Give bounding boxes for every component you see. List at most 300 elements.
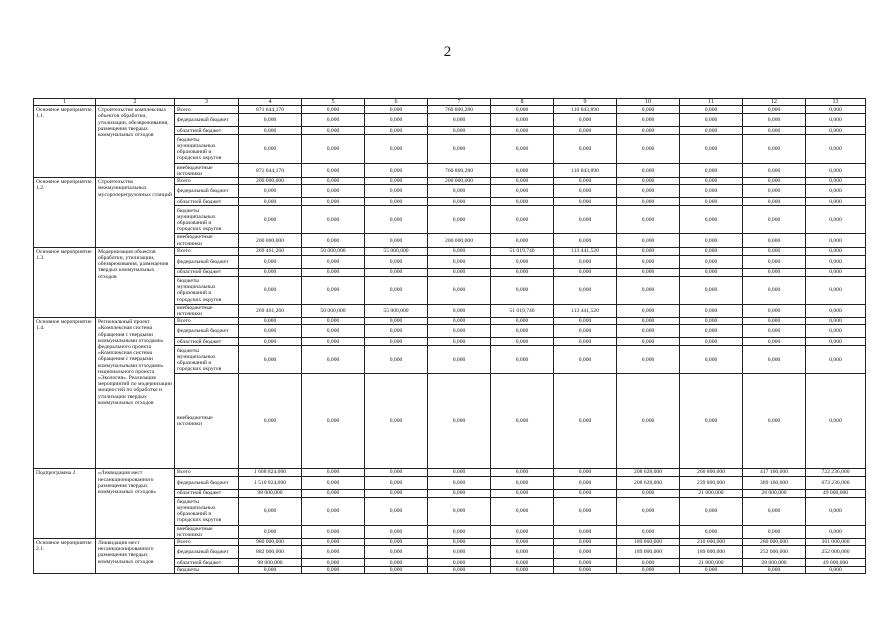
amount-cell: 98 000,000: [239, 489, 302, 497]
amount-cell: 0,000: [617, 114, 680, 127]
amount-cell: 0,000: [491, 489, 554, 497]
amount-cell: 0,000: [239, 268, 302, 276]
amount-cell: 0,000: [302, 255, 365, 268]
amount-cell: 0,000: [428, 338, 491, 346]
amount-cell: 0,000: [365, 276, 428, 304]
amount-cell: 0,000: [428, 304, 491, 317]
table-body: [34, 99, 866, 574]
amount-cell: 189 000,000: [617, 546, 680, 559]
amount-cell: 0,000: [554, 135, 617, 164]
item-name: Региональный проект «Комплексная система обращения с твердыми коммунальными отходами» федерального проекта «Комплексная система обращения с твердыми коммунальными отходами» национального проекта «Экология». Реализация мероприятий по модернизации мощностей по обработке и утилизации твердых коммунальных отходов: [96, 318, 175, 469]
amount-cell: 0,000: [680, 255, 743, 268]
amount-cell: 0,000: [491, 525, 554, 538]
amount-cell: 0,000: [680, 268, 743, 276]
amount-cell: 0,000: [806, 567, 866, 574]
column-number: 1: [34, 99, 96, 106]
amount-cell: 0,000: [743, 318, 806, 325]
amount-cell: 0,000: [302, 325, 365, 338]
amount-cell: 0,000: [806, 114, 866, 127]
column-number: 5: [302, 99, 365, 106]
amount-cell: 0,000: [617, 198, 680, 206]
funding-source: федеральный бюджет: [175, 255, 239, 268]
column-number: 10: [617, 99, 680, 106]
amount-cell: 269 461,260: [239, 247, 302, 255]
amount-cell: 0,000: [491, 559, 554, 567]
amount-cell: 0,000: [365, 178, 428, 185]
amount-cell: 252 000,000: [806, 546, 866, 559]
amount-cell: 1 510 824,000: [239, 476, 302, 489]
amount-cell: 0,000: [617, 276, 680, 304]
amount-cell: 0,000: [554, 525, 617, 538]
amount-cell: 0,000: [491, 469, 554, 476]
amount-cell: 0,000: [491, 255, 554, 268]
amount-cell: 0,000: [806, 374, 866, 469]
amount-cell: 0,000: [491, 497, 554, 525]
amount-cell: 0,000: [365, 338, 428, 346]
amount-cell: 0,000: [491, 268, 554, 276]
amount-cell: 0,000: [428, 497, 491, 525]
budget-table: [33, 98, 866, 574]
amount-cell: 0,000: [365, 114, 428, 127]
amount-cell: 28 000,000: [743, 489, 806, 497]
amount-cell: 0,000: [491, 127, 554, 135]
amount-cell: 760 800,280: [428, 106, 491, 114]
amount-cell: 0,000: [239, 374, 302, 469]
amount-cell: 0,000: [806, 318, 866, 325]
column-number-row: [34, 99, 866, 106]
amount-cell: 113 441,520: [554, 304, 617, 317]
amount-cell: 0,000: [491, 178, 554, 185]
amount-cell: 0,000: [428, 489, 491, 497]
amount-cell: 0,000: [806, 255, 866, 268]
amount-cell: 0,000: [302, 164, 365, 178]
amount-cell: 0,000: [680, 318, 743, 325]
amount-cell: 0,000: [806, 268, 866, 276]
amount-cell: 0,000: [239, 325, 302, 338]
amount-cell: 0,000: [743, 497, 806, 525]
amount-cell: 0,000: [428, 325, 491, 338]
item-label: Основное мероприятие 1.2.: [34, 178, 96, 248]
amount-cell: 0,000: [554, 198, 617, 206]
funding-source: внебюджетные источники: [175, 164, 239, 178]
amount-cell: 0,000: [428, 525, 491, 538]
amount-cell: 0,000: [491, 114, 554, 127]
amount-cell: 49 000,000: [806, 559, 866, 567]
table-row: [34, 178, 866, 185]
amount-cell: 0,000: [680, 497, 743, 525]
amount-cell: 0,000: [365, 489, 428, 497]
amount-cell: 200 000,000: [428, 178, 491, 185]
item-label: Основное мероприятие 1.1.: [34, 106, 96, 178]
amount-cell: 0,000: [806, 304, 866, 317]
amount-cell: 21 000,000: [680, 559, 743, 567]
amount-cell: 0,000: [491, 346, 554, 374]
amount-cell: 871 644,170: [239, 106, 302, 114]
amount-cell: 0,000: [365, 525, 428, 538]
amount-cell: 50 000,000: [302, 247, 365, 255]
funding-source: бюджеты муниципальных образований и городских округов: [175, 346, 239, 374]
funding-source: областной бюджет: [175, 127, 239, 135]
amount-cell: 0,000: [554, 567, 617, 574]
funding-source: областной бюджет: [175, 559, 239, 567]
page-number: 2: [443, 44, 452, 60]
amount-cell: 0,000: [554, 234, 617, 247]
amount-cell: 0,000: [365, 559, 428, 567]
amount-cell: 110 843,890: [554, 106, 617, 114]
item-name: «Ликвидация мест несанкционированного размещения твердых коммунальных отходов»: [96, 469, 175, 539]
amount-cell: 0,000: [743, 198, 806, 206]
amount-cell: 0,000: [743, 135, 806, 164]
amount-cell: 0,000: [617, 135, 680, 164]
funding-source: Всего: [175, 539, 239, 546]
amount-cell: 0,000: [302, 346, 365, 374]
amount-cell: 0,000: [428, 476, 491, 489]
amount-cell: 51 019,740: [491, 247, 554, 255]
amount-cell: 0,000: [806, 198, 866, 206]
amount-cell: 0,000: [743, 106, 806, 114]
amount-cell: 0,000: [491, 546, 554, 559]
amount-cell: 0,000: [554, 255, 617, 268]
amount-cell: 0,000: [365, 346, 428, 374]
amount-cell: 0,000: [491, 325, 554, 338]
funding-source: областной бюджет: [175, 268, 239, 276]
amount-cell: 0,000: [743, 234, 806, 247]
amount-cell: 0,000: [680, 338, 743, 346]
item-name: Строительство комплексных объектов обработки, утилизации, обезвреживания, размещения твердых коммунальных отходов: [96, 106, 175, 178]
amount-cell: 0,000: [302, 127, 365, 135]
table-row: [34, 106, 866, 114]
amount-cell: 0,000: [428, 255, 491, 268]
amount-cell: 0,000: [428, 539, 491, 546]
amount-cell: 239 800,000: [680, 476, 743, 489]
amount-cell: 0,000: [491, 338, 554, 346]
item-label: Основное мероприятие 1.3.: [34, 247, 96, 317]
amount-cell: 0,000: [239, 338, 302, 346]
amount-cell: 882 000,000: [239, 546, 302, 559]
amount-cell: 0,000: [491, 276, 554, 304]
amount-cell: 0,000: [680, 234, 743, 247]
amount-cell: 21 000,000: [680, 489, 743, 497]
amount-cell: 252 000,000: [743, 546, 806, 559]
amount-cell: 0,000: [491, 135, 554, 164]
amount-cell: 0,000: [428, 346, 491, 374]
amount-cell: 0,000: [365, 476, 428, 489]
amount-cell: 0,000: [617, 346, 680, 374]
amount-cell: 0,000: [302, 374, 365, 469]
funding-source: Всего: [175, 178, 239, 185]
amount-cell: 189 000,000: [617, 539, 680, 546]
amount-cell: 0,000: [617, 567, 680, 574]
item-name: Модернизация объектов обработки, утилизации, обезвреживания, размещения твердых коммунальных отходов: [96, 247, 175, 317]
amount-cell: 722 236,000: [806, 469, 866, 476]
amount-cell: 0,000: [239, 206, 302, 234]
amount-cell: 0,000: [806, 234, 866, 247]
amount-cell: 0,000: [743, 525, 806, 538]
funding-source: внебюджетные источники: [175, 234, 239, 247]
amount-cell: 0,000: [806, 346, 866, 374]
amount-cell: 55 000,000: [365, 247, 428, 255]
amount-cell: 0,000: [617, 497, 680, 525]
amount-cell: 0,000: [239, 525, 302, 538]
amount-cell: 0,000: [239, 198, 302, 206]
amount-cell: 0,000: [680, 525, 743, 538]
amount-cell: 0,000: [554, 318, 617, 325]
amount-cell: 0,000: [554, 546, 617, 559]
item-name: Ликвидация мест несанкционированного размещения твердых коммунальных отходов: [96, 539, 175, 574]
amount-cell: 0,000: [680, 185, 743, 198]
amount-cell: 0,000: [365, 198, 428, 206]
amount-cell: 0,000: [554, 559, 617, 567]
amount-cell: 50 000,000: [302, 304, 365, 317]
amount-cell: 0,000: [743, 268, 806, 276]
amount-cell: 0,000: [680, 374, 743, 469]
amount-cell: 0,000: [554, 127, 617, 135]
amount-cell: 0,000: [365, 206, 428, 234]
amount-cell: 0,000: [680, 106, 743, 114]
funding-source: внебюджетные источники: [175, 374, 239, 469]
amount-cell: 55 000,000: [365, 304, 428, 317]
amount-cell: 0,000: [806, 135, 866, 164]
amount-cell: 0,000: [239, 346, 302, 374]
amount-cell: 0,000: [302, 198, 365, 206]
amount-cell: 0,000: [491, 164, 554, 178]
amount-cell: 0,000: [554, 469, 617, 476]
amount-cell: 0,000: [365, 546, 428, 559]
amount-cell: 0,000: [743, 206, 806, 234]
amount-cell: 0,000: [554, 489, 617, 497]
amount-cell: 200 000,000: [239, 234, 302, 247]
amount-cell: 0,000: [743, 338, 806, 346]
amount-cell: 280 000,000: [743, 539, 806, 546]
funding-source: федеральный бюджет: [175, 476, 239, 489]
amount-cell: 0,000: [365, 234, 428, 247]
amount-cell: 0,000: [302, 338, 365, 346]
funding-source: областной бюджет: [175, 338, 239, 346]
funding-source: бюджеты муниципальных образований и городских округов: [175, 135, 239, 164]
funding-source: бюджеты муниципальных образований и городских округов: [175, 497, 239, 525]
amount-cell: 0,000: [680, 206, 743, 234]
amount-cell: 0,000: [239, 127, 302, 135]
funding-source: внебюджетные источники: [175, 525, 239, 538]
amount-cell: 0,000: [239, 135, 302, 164]
amount-cell: 0,000: [491, 106, 554, 114]
amount-cell: 0,000: [302, 106, 365, 114]
amount-cell: 0,000: [302, 206, 365, 234]
amount-cell: 0,000: [428, 559, 491, 567]
amount-cell: 417 160,000: [743, 469, 806, 476]
amount-cell: 0,000: [302, 268, 365, 276]
amount-cell: 0,000: [428, 546, 491, 559]
amount-cell: 200 000,000: [239, 178, 302, 185]
amount-cell: 0,000: [617, 318, 680, 325]
amount-cell: 0,000: [680, 198, 743, 206]
amount-cell: 0,000: [428, 567, 491, 574]
amount-cell: 0,000: [680, 304, 743, 317]
amount-cell: 0,000: [806, 106, 866, 114]
amount-cell: 0,000: [617, 106, 680, 114]
amount-cell: 49 000,000: [806, 489, 866, 497]
amount-cell: 0,000: [617, 325, 680, 338]
amount-cell: 200 000,000: [428, 234, 491, 247]
amount-cell: 0,000: [617, 559, 680, 567]
amount-cell: 0,000: [365, 325, 428, 338]
amount-cell: 113 441,520: [554, 247, 617, 255]
amount-cell: 980 000,000: [239, 539, 302, 546]
amount-cell: 0,000: [428, 268, 491, 276]
amount-cell: 673 236,000: [806, 476, 866, 489]
amount-cell: 0,000: [302, 546, 365, 559]
amount-cell: 0,000: [491, 374, 554, 469]
amount-cell: 0,000: [806, 185, 866, 198]
amount-cell: 0,000: [743, 247, 806, 255]
amount-cell: 0,000: [806, 497, 866, 525]
amount-cell: 0,000: [617, 255, 680, 268]
amount-cell: 0,000: [302, 185, 365, 198]
amount-cell: 0,000: [428, 206, 491, 234]
funding-source: Всего: [175, 469, 239, 476]
amount-cell: 0,000: [743, 374, 806, 469]
amount-cell: 0,000: [554, 325, 617, 338]
column-number: 6: [365, 99, 428, 106]
amount-cell: 871 644,170: [239, 164, 302, 178]
amount-cell: 0,000: [365, 469, 428, 476]
funding-source: внебюджетные источники: [175, 304, 239, 317]
column-number: 9: [554, 99, 617, 106]
amount-cell: 0,000: [554, 178, 617, 185]
amount-cell: 0,000: [617, 304, 680, 317]
amount-cell: 269 461,260: [239, 304, 302, 317]
amount-cell: 0,000: [554, 539, 617, 546]
amount-cell: 0,000: [428, 469, 491, 476]
funding-source: Всего: [175, 318, 239, 325]
amount-cell: 0,000: [302, 497, 365, 525]
amount-cell: 0,000: [302, 525, 365, 538]
amount-cell: 0,000: [365, 374, 428, 469]
funding-source: Всего: [175, 247, 239, 255]
amount-cell: 0,000: [743, 127, 806, 135]
funding-source: федеральный бюджет: [175, 546, 239, 559]
amount-cell: 0,000: [428, 185, 491, 198]
amount-cell: 1 608 824,000: [239, 469, 302, 476]
amount-cell: 0,000: [680, 276, 743, 304]
amount-cell: 0,000: [554, 338, 617, 346]
amount-cell: 0,000: [302, 476, 365, 489]
amount-cell: 0,000: [428, 318, 491, 325]
amount-cell: 0,000: [239, 114, 302, 127]
amount-cell: 0,000: [239, 185, 302, 198]
amount-cell: 0,000: [680, 346, 743, 374]
amount-cell: 0,000: [806, 247, 866, 255]
amount-cell: 0,000: [806, 127, 866, 135]
column-number: 8: [491, 99, 554, 106]
amount-cell: 0,000: [365, 539, 428, 546]
amount-cell: 0,000: [302, 469, 365, 476]
funding-source: бюджеты муниципальных образований и городских округов: [175, 206, 239, 234]
amount-cell: 0,000: [617, 268, 680, 276]
amount-cell: 0,000: [491, 185, 554, 198]
table-row: [34, 539, 866, 546]
funding-source: Всего: [175, 106, 239, 114]
amount-cell: 0,000: [302, 318, 365, 325]
amount-cell: 0,000: [743, 164, 806, 178]
item-label: Основное мероприятие 1.4.: [34, 318, 96, 469]
item-name: Строительство межмуниципальных мусороперегрузочных станций: [96, 178, 175, 248]
amount-cell: 0,000: [617, 234, 680, 247]
amount-cell: 0,000: [302, 489, 365, 497]
amount-cell: 210 000,000: [680, 539, 743, 546]
amount-cell: 110 843,890: [554, 164, 617, 178]
amount-cell: 0,000: [554, 276, 617, 304]
amount-cell: 0,000: [365, 497, 428, 525]
amount-cell: 0,000: [239, 567, 302, 574]
funding-source: федеральный бюджет: [175, 185, 239, 198]
amount-cell: 0,000: [239, 318, 302, 325]
amount-cell: 0,000: [617, 525, 680, 538]
amount-cell: 0,000: [680, 325, 743, 338]
amount-cell: 0,000: [554, 346, 617, 374]
amount-cell: 0,000: [743, 178, 806, 185]
amount-cell: 0,000: [743, 304, 806, 317]
amount-cell: 98 000,000: [239, 559, 302, 567]
amount-cell: 0,000: [617, 164, 680, 178]
amount-cell: 0,000: [491, 198, 554, 206]
amount-cell: 208 628,000: [617, 469, 680, 476]
amount-cell: 0,000: [680, 135, 743, 164]
amount-cell: 0,000: [239, 276, 302, 304]
amount-cell: 0,000: [680, 114, 743, 127]
amount-cell: 760 800,280: [428, 164, 491, 178]
amount-cell: 0,000: [302, 559, 365, 567]
amount-cell: 0,000: [617, 178, 680, 185]
funding-source: областной бюджет: [175, 198, 239, 206]
amount-cell: 189 000,000: [680, 546, 743, 559]
amount-cell: 0,000: [617, 247, 680, 255]
funding-source: бюджеты: [175, 567, 239, 574]
amount-cell: 0,000: [617, 489, 680, 497]
funding-source: федеральный бюджет: [175, 114, 239, 127]
funding-source: федеральный бюджет: [175, 325, 239, 338]
amount-cell: 0,000: [617, 185, 680, 198]
amount-cell: 0,000: [302, 114, 365, 127]
amount-cell: 0,000: [554, 497, 617, 525]
amount-cell: 0,000: [428, 114, 491, 127]
amount-cell: 0,000: [428, 276, 491, 304]
amount-cell: 0,000: [806, 178, 866, 185]
amount-cell: 0,000: [365, 255, 428, 268]
amount-cell: 0,000: [617, 127, 680, 135]
amount-cell: 0,000: [491, 567, 554, 574]
table-row: [34, 469, 866, 476]
funding-source: бюджеты муниципальных образований и городских округов: [175, 276, 239, 304]
amount-cell: 0,000: [743, 346, 806, 374]
amount-cell: 0,000: [617, 206, 680, 234]
amount-cell: 0,000: [554, 114, 617, 127]
column-number: 13: [806, 99, 866, 106]
amount-cell: 0,000: [302, 539, 365, 546]
amount-cell: 0,000: [554, 268, 617, 276]
funding-source: областной бюджет: [175, 489, 239, 497]
amount-cell: 0,000: [743, 276, 806, 304]
amount-cell: 0,000: [743, 114, 806, 127]
amount-cell: 0,000: [806, 325, 866, 338]
amount-cell: 208 628,000: [617, 476, 680, 489]
amount-cell: 0,000: [365, 164, 428, 178]
amount-cell: 0,000: [743, 255, 806, 268]
column-number: 4: [239, 99, 302, 106]
amount-cell: 0,000: [806, 276, 866, 304]
amount-cell: 0,000: [617, 338, 680, 346]
item-label: Подпрограмма 2: [34, 469, 96, 539]
